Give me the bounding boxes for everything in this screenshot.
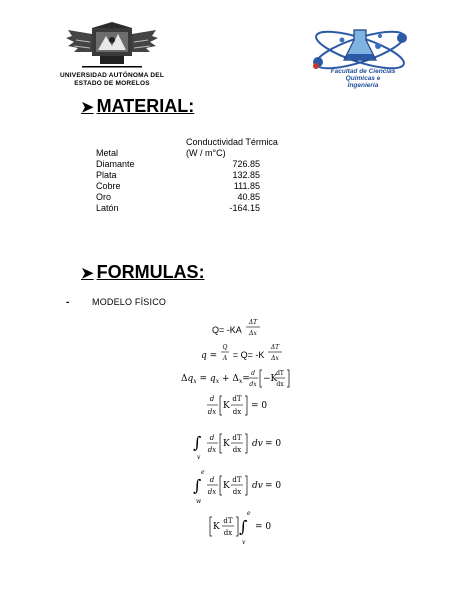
table-row-value: 40.85 bbox=[237, 192, 260, 202]
svg-text:∫: ∫ bbox=[193, 433, 202, 452]
svg-text:dx: dx bbox=[276, 381, 284, 388]
uaem-name-line1: UNIVERSIDAD AUTÓNOMA DEL bbox=[60, 72, 164, 79]
svg-text:dT: dT bbox=[232, 395, 242, 403]
svg-text:= 0: = 0 bbox=[255, 522, 272, 532]
formula-volume-integral bbox=[193, 428, 293, 462]
formula-balance-derivative bbox=[181, 366, 291, 390]
table-row-value: 111.85 bbox=[233, 181, 260, 191]
svg-text:dx: dx bbox=[232, 488, 242, 496]
svg-text:Δx: Δx bbox=[248, 330, 257, 337]
formula-heat-flux: q = Q A = Q= -K ΔT Δx bbox=[201, 342, 283, 362]
material-heading bbox=[81, 96, 194, 117]
svg-text:d: d bbox=[209, 476, 215, 484]
svg-text:dx: dx bbox=[207, 408, 217, 416]
fcqei-name-line1: Facultad de Ciencias bbox=[330, 68, 396, 75]
integral-lower-limit-v: v bbox=[197, 454, 201, 461]
uaem-seal-icon bbox=[62, 22, 162, 100]
fraction-dT-dx bbox=[245, 317, 261, 337]
svg-text:K: K bbox=[223, 439, 230, 449]
svg-text:Δx: Δx bbox=[271, 355, 280, 362]
formula-2-text: = Q= -K bbox=[232, 349, 265, 360]
svg-text:w: w bbox=[196, 498, 202, 505]
table-row-name: Plata bbox=[96, 170, 117, 180]
table-row-value: -164.15 bbox=[229, 203, 260, 213]
svg-text:dT: dT bbox=[223, 517, 233, 525]
svg-text:v: v bbox=[242, 539, 246, 546]
table-row-value: 132.85 bbox=[232, 170, 260, 180]
svg-text:= 0: = 0 bbox=[265, 481, 282, 491]
formulas-heading-text: FORMULAS: bbox=[96, 262, 205, 282]
conductivity-header-line1: Conductividad Térmica bbox=[186, 137, 278, 147]
table-row-name: Oro bbox=[96, 192, 112, 202]
fcqei-institution-name bbox=[318, 68, 408, 89]
conductivity-header-line2: (W / m°C) bbox=[186, 148, 226, 158]
material-heading-text: MATERIAL: bbox=[96, 96, 195, 116]
formula-fourier-law bbox=[212, 317, 261, 337]
fcqei-name-line2: Químicas e bbox=[345, 75, 381, 82]
table-row-value: 726.85 bbox=[232, 159, 260, 169]
formula-1-text: Q= -KA bbox=[212, 324, 242, 335]
svg-text:dx: dx bbox=[207, 488, 217, 496]
svg-text:K: K bbox=[223, 481, 230, 491]
svg-text:dT: dT bbox=[232, 476, 242, 484]
svg-text:ΔT: ΔT bbox=[248, 319, 257, 326]
svg-text:dv: dv bbox=[252, 481, 263, 491]
svg-text:d: d bbox=[251, 370, 255, 377]
fraction-dT-dx bbox=[267, 342, 283, 362]
fcqei-name-line3: Ingeniería bbox=[347, 82, 379, 89]
svg-text:= 0: = 0 bbox=[265, 439, 282, 449]
formula-steady-state bbox=[207, 393, 277, 419]
metal-column-header: Metal bbox=[96, 148, 119, 158]
svg-text:ΔT: ΔT bbox=[271, 344, 280, 351]
table-row-name: Cobre bbox=[96, 181, 121, 191]
svg-text:dv: dv bbox=[252, 439, 263, 449]
fraction-Q-A bbox=[220, 342, 230, 362]
uaem-institution-name bbox=[50, 72, 174, 88]
table-row-name: Latón bbox=[96, 203, 119, 213]
svg-text:e: e bbox=[247, 510, 251, 517]
svg-text:d: d bbox=[209, 395, 215, 403]
formulas-heading bbox=[81, 262, 205, 283]
arrow-bullet-icon: ➤ bbox=[81, 98, 94, 116]
uaem-name-line2: ESTADO DE MORELOS bbox=[74, 80, 150, 87]
formula-definite-integral bbox=[193, 466, 293, 506]
svg-text:Δqx = qx + Δx=: $\Delta q_x = q_x + \Delta_x=$ bbox=[181, 374, 250, 385]
svg-text:dx: dx bbox=[249, 381, 257, 388]
svg-text:dT: dT bbox=[276, 370, 284, 377]
svg-text:Q: Q bbox=[222, 344, 228, 351]
svg-text:A: A bbox=[222, 355, 228, 362]
svg-text:dx: dx bbox=[207, 446, 217, 454]
modelo-fisico-label: MODELO FÍSICO bbox=[92, 297, 167, 307]
svg-text:−K: −K bbox=[263, 374, 278, 384]
arrow-bullet-icon: ➤ bbox=[81, 264, 94, 282]
svg-text:dT: dT bbox=[232, 434, 242, 442]
list-bullet: - bbox=[66, 297, 70, 308]
svg-text:e: e bbox=[201, 469, 205, 476]
svg-text:K: K bbox=[213, 522, 220, 532]
svg-text:K: K bbox=[223, 401, 230, 411]
svg-text:dx: dx bbox=[232, 408, 242, 416]
svg-text:∫: ∫ bbox=[193, 476, 202, 495]
table-row-name: Diamante bbox=[96, 159, 135, 169]
svg-text:dx: dx bbox=[232, 446, 242, 454]
svg-text:= 0: = 0 bbox=[251, 401, 268, 411]
svg-text:d: d bbox=[209, 434, 215, 442]
svg-text:∫: ∫ bbox=[239, 517, 248, 536]
svg-text:dx: dx bbox=[223, 529, 233, 537]
formula-integrated-flux bbox=[209, 507, 289, 549]
